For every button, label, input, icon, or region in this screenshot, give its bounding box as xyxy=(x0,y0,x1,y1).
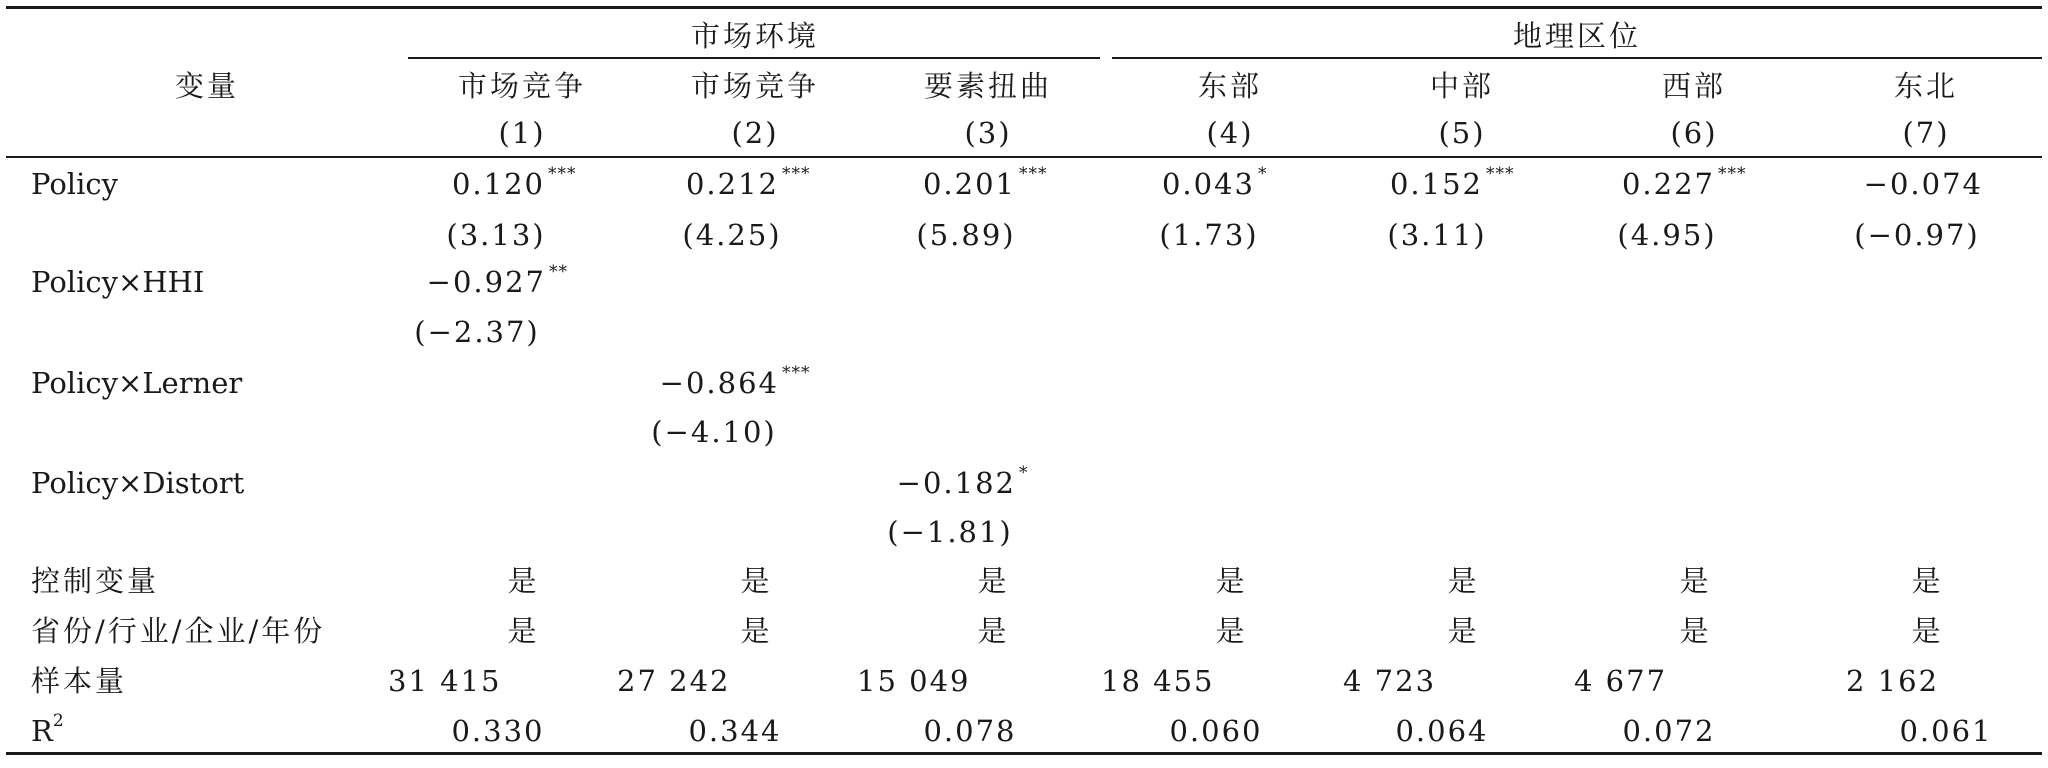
policy-lerner-t: (−4.10) xyxy=(651,415,777,449)
policy-coef-6: 0.227 xyxy=(1621,167,1715,201)
fe-value-3: 是 xyxy=(977,614,1007,648)
column-header-3: 要素扭曲 xyxy=(923,69,1053,103)
policy-stars-1: *** xyxy=(548,164,577,184)
column-number-5: (5) xyxy=(1438,116,1486,150)
row-label-policy-lerner: Policy×Lerner xyxy=(31,366,243,400)
row-label-policy: Policy xyxy=(31,167,118,201)
policy-hhi-t: (−2.37) xyxy=(414,315,540,349)
r2-label-superscript: 2 xyxy=(52,711,64,731)
r2-value-4: 0.060 xyxy=(1169,714,1263,748)
fe-value-5: 是 xyxy=(1447,614,1477,648)
row-label-controls: 控制变量 xyxy=(31,564,160,598)
policy-stars-6: *** xyxy=(1718,164,1747,184)
n-value-6: 4 677 xyxy=(1574,664,1668,698)
n-value-7: 2 162 xyxy=(1846,664,1940,698)
controls-value-5: 是 xyxy=(1447,564,1477,598)
group-rule-region xyxy=(1112,57,2042,59)
n-value-5: 4 723 xyxy=(1343,664,1437,698)
policy-t-1: (3.13) xyxy=(446,218,546,252)
bottom-rule xyxy=(6,752,2042,755)
row-label-r2 xyxy=(31,711,64,748)
policy-hhi-coef: −0.927 xyxy=(426,265,546,299)
r2-value-2: 0.344 xyxy=(688,714,782,748)
policy-stars-2: *** xyxy=(782,164,811,184)
policy-stars-3: *** xyxy=(1019,164,1048,184)
column-header-5: 中部 xyxy=(1429,69,1495,103)
column-header-4: 东部 xyxy=(1197,69,1263,103)
column-number-4: (4) xyxy=(1206,116,1254,150)
policy-coef-4: 0.043 xyxy=(1161,167,1255,201)
r2-label-base: R xyxy=(31,714,53,748)
column-number-2: (2) xyxy=(731,116,779,150)
controls-value-4: 是 xyxy=(1215,564,1245,598)
policy-t-5: (3.11) xyxy=(1387,218,1487,252)
policy-stars-4: * xyxy=(1258,164,1268,184)
r2-value-6: 0.072 xyxy=(1622,714,1716,748)
policy-t-2: (4.25) xyxy=(682,218,782,252)
column-number-6: (6) xyxy=(1670,116,1718,150)
group-header-market: 市场环境 xyxy=(690,19,820,53)
policy-t-7: (−0.97) xyxy=(1854,218,1980,252)
policy-distort-stars: * xyxy=(1019,463,1029,483)
fe-value-4: 是 xyxy=(1215,614,1245,648)
row-label-policy-distort: Policy×Distort xyxy=(31,466,245,500)
n-value-2: 27 242 xyxy=(617,664,731,698)
policy-distort-coef: −0.182 xyxy=(896,466,1016,500)
policy-coef-3: 0.201 xyxy=(922,167,1016,201)
policy-coef-5: 0.152 xyxy=(1389,167,1483,201)
column-number-7: (7) xyxy=(1902,116,1950,150)
row-label-policy-hhi: Policy×HHI xyxy=(31,265,205,299)
column-number-1: (1) xyxy=(498,116,546,150)
controls-value-1: 是 xyxy=(507,564,537,598)
policy-coef-1: 0.120 xyxy=(451,167,545,201)
row-label-fixed-effects: 省份/行业/企业/年份 xyxy=(31,614,326,648)
policy-t-4: (1.73) xyxy=(1159,218,1259,252)
column-header-6: 西部 xyxy=(1661,69,1727,103)
n-value-1: 31 415 xyxy=(388,664,502,698)
policy-distort-t: (−1.81) xyxy=(887,515,1013,549)
fe-value-1: 是 xyxy=(507,614,537,648)
column-header-1: 市场竞争 xyxy=(457,69,587,103)
n-value-4: 18 455 xyxy=(1101,664,1215,698)
policy-lerner-stars: *** xyxy=(782,363,811,383)
r2-value-3: 0.078 xyxy=(923,714,1017,748)
column-header-7: 东北 xyxy=(1893,69,1959,103)
r2-value-5: 0.064 xyxy=(1395,714,1489,748)
policy-lerner-coef: −0.864 xyxy=(659,366,779,400)
n-value-3: 15 049 xyxy=(857,664,971,698)
group-header-region: 地理区位 xyxy=(1512,19,1642,53)
column-number-3: (3) xyxy=(964,116,1012,150)
policy-t-6: (4.95) xyxy=(1617,218,1717,252)
top-rule xyxy=(6,6,2042,9)
policy-coef-2: 0.212 xyxy=(685,167,779,201)
fe-value-2: 是 xyxy=(740,614,770,648)
policy-t-3: (5.89) xyxy=(916,218,1016,252)
variable-header: 变量 xyxy=(174,69,240,103)
fe-value-7: 是 xyxy=(1911,614,1941,648)
policy-coef-7: −0.074 xyxy=(1863,167,1983,201)
controls-value-7: 是 xyxy=(1911,564,1941,598)
header-bottom-rule xyxy=(6,156,2042,158)
row-label-sample-size: 样本量 xyxy=(31,664,128,698)
controls-value-6: 是 xyxy=(1679,564,1709,598)
group-rule-market xyxy=(408,57,1100,59)
policy-stars-5: *** xyxy=(1486,164,1515,184)
fe-value-6: 是 xyxy=(1679,614,1709,648)
policy-hhi-stars: ** xyxy=(549,262,568,282)
column-header-2: 市场竞争 xyxy=(690,69,820,103)
r2-value-7: 0.061 xyxy=(1899,714,1993,748)
controls-value-2: 是 xyxy=(740,564,770,598)
r2-value-1: 0.330 xyxy=(451,714,545,748)
controls-value-3: 是 xyxy=(977,564,1007,598)
